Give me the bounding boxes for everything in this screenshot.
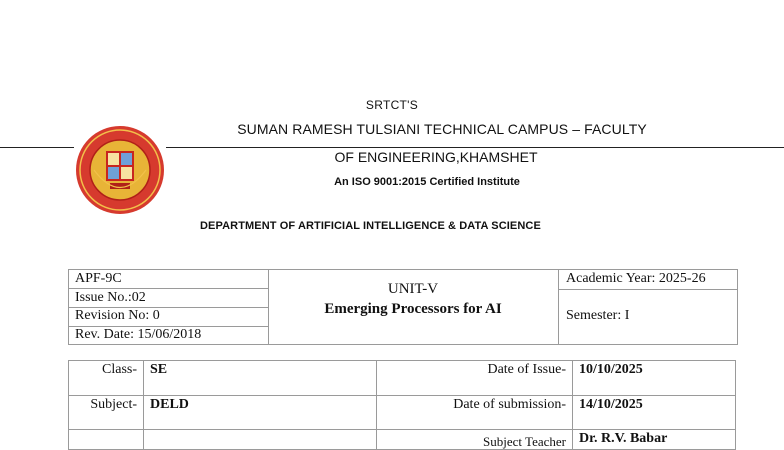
- campus-name-line1: SUMAN RAMESH TULSIANI TECHNICAL CAMPUS – FACULTY: [237, 121, 647, 137]
- certification-text: An ISO 9001:2015 Certified Institute: [334, 176, 520, 188]
- doc-code: APF-9C: [75, 271, 122, 286]
- class-details-table: [68, 360, 736, 450]
- date-of-issue-value: 10/10/2025: [579, 362, 643, 377]
- date-of-issue-label: Date of Issue-: [487, 362, 566, 377]
- revision-date: Rev. Date: 15/06/2018: [75, 327, 202, 342]
- subject-label: Subject-: [90, 397, 137, 412]
- document-info-table: [68, 269, 738, 345]
- issue-number: Issue No.:02: [75, 290, 146, 305]
- date-of-submission-label: Date of submission-: [453, 397, 566, 412]
- college-seal-logo-icon: [74, 125, 166, 215]
- institution-short-name: SRTCT'S: [365, 98, 419, 112]
- semester: Semester: I: [566, 308, 630, 323]
- academic-year: Academic Year: 2025-26: [566, 271, 706, 286]
- date-of-submission-value: 14/10/2025: [579, 397, 643, 412]
- subject-teacher-value: Dr. R.V. Babar: [579, 431, 668, 446]
- topic-title: Emerging Processors for AI: [324, 301, 502, 317]
- revision-number: Revision No: 0: [75, 308, 160, 323]
- header-rule-left: [0, 147, 74, 148]
- class-value: SE: [150, 362, 168, 377]
- campus-name-line2: OF ENGINEERING,KHAMSHET: [334, 149, 538, 165]
- department-name: DEPARTMENT OF ARTIFICIAL INTELLIGENCE & DATA SCIENCE: [200, 220, 541, 232]
- subject-teacher-label: Subject Teacher: [483, 434, 566, 449]
- class-label: Class-: [102, 362, 137, 377]
- subject-value: DELD: [150, 397, 189, 412]
- unit-title: UNIT-V: [387, 281, 439, 297]
- header-rule-right: [166, 147, 784, 148]
